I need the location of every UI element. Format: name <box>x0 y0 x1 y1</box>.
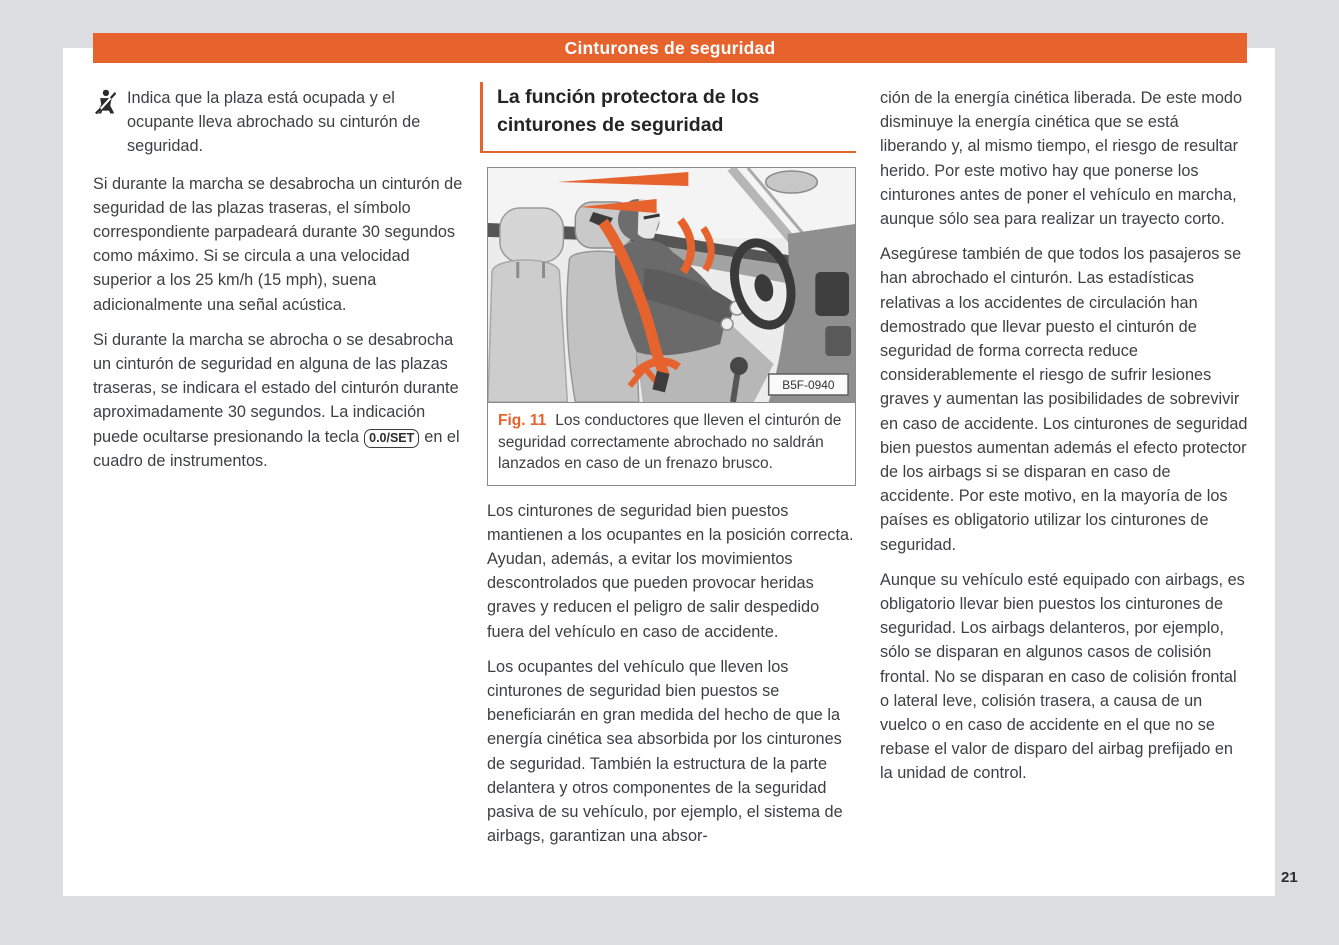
right-column <box>880 86 1248 797</box>
seatbelt-warning-icon <box>93 86 127 159</box>
figure-11-illustration <box>488 168 855 403</box>
set-key-cap: 0.0/SET <box>364 429 419 448</box>
figure-11-box <box>487 167 856 486</box>
paragraph-with-key <box>93 328 463 473</box>
key-paragraph-before: Si durante la marcha se abrocha o se desabrocha un cinturón de seguridad en alguna de las plazas traseras, se indicara el estado del cinturón durante aproximadamente 30 segundos. La indicación puede ocultarse presionando la tecla <box>93 330 459 446</box>
paragraph: Aunque su vehículo esté equipado con airbags, es obligatorio llevar bien puestos los cinturones de seguridad. Los airbags delanteros, por ejemplo, sólo se disparan en algunos casos de colisión frontal. No se disparan en caso de colisión frontal o lateral leve, colisión trasera, a causa de un vuelco o en caso de accidente en el que no se rebase el valor de disparo del airbag prefijado en la unidad de control. <box>880 570 1245 783</box>
paragraph: Asegúrese también de que todos los pasajeros se han abrochado el cinturón. Las estadísticas relativas a los accidentes de circulación han demostrado que llevar puesto el cinturón de seguridad de forma correcta reduce considerablemente el riesgo de sufrir lesiones graves y aumentan las posibilidades de sobrevivir en caso de accidente. Los cinturones de seguridad bien puestos aumentan además el efecto protector de los airbags si se disparan en caso de accidente. Por este motivo, en la mayoría de los países es obligatorio utilizar los cinturones de seguridad. <box>880 245 1248 554</box>
figure-caption <box>488 403 855 485</box>
chapter-header-bar <box>93 33 1247 63</box>
paragraph: Los cinturones de seguridad bien puestos mantienen a los ocupantes en la posición correcta. Ayudan, además, a evitar los movimientos descontrolados que pueden provocar heridas graves y reducen el peligro de salir despedido fuera del vehículo en caso de accidente. <box>487 501 854 641</box>
paragraph: Los ocupantes del vehículo que lleven los cinturones de seguridad bien puestos se beneficiarán en gran medida del hecho de que la energía cinética sea absorbida por los cinturones de seguridad. También la estructura de la parte delantera y otros componentes de la seguridad pasiva de su vehículo, por ejemplo, el sistema de airbags, garantizan una absor- <box>487 657 843 846</box>
page-number: 21 <box>1281 869 1298 886</box>
section-heading: La función protectora de los cinturones de seguridad <box>480 82 856 153</box>
note-text: Indica que la plaza está ocupada y el ocupante lleva abrochado su cinturón de seguridad. <box>127 89 421 156</box>
figure-caption-text: Los conductores que lleven el cinturón de seguridad correctamente abrochado no saldrán lanzados en caso de un frenazo brusco. <box>498 412 842 472</box>
paragraph: ción de la energía cinética liberada. De este modo disminuye la energía cinética que se está liberando y, al mismo tiempo, el riesgo de resultar herido. Por este motivo hay que ponerse los cinturones antes de poner el vehículo en marcha, aunque sólo sea para realizar un trayecto corto. <box>880 89 1243 229</box>
left-column <box>93 86 463 484</box>
middle-column <box>487 82 856 859</box>
key-paragraph-after: en el cuadro de instrumentos. <box>93 427 460 470</box>
indicator-note <box>93 86 463 159</box>
figure-label: Fig. 11 <box>498 412 547 429</box>
chapter-title: Cinturones de seguridad <box>564 37 776 58</box>
paragraph: Si durante la marcha se desabrocha un cinturón de seguridad de las plazas traseras, el símbolo correspondiente parpadeará durante 30 segundos como máximo. Si se circula a una velocidad superior a los 25 km/h (15 mph), suena adicionalmente una señal acústica. <box>93 174 463 314</box>
figure-image-code: B5F-0940 <box>782 377 835 393</box>
